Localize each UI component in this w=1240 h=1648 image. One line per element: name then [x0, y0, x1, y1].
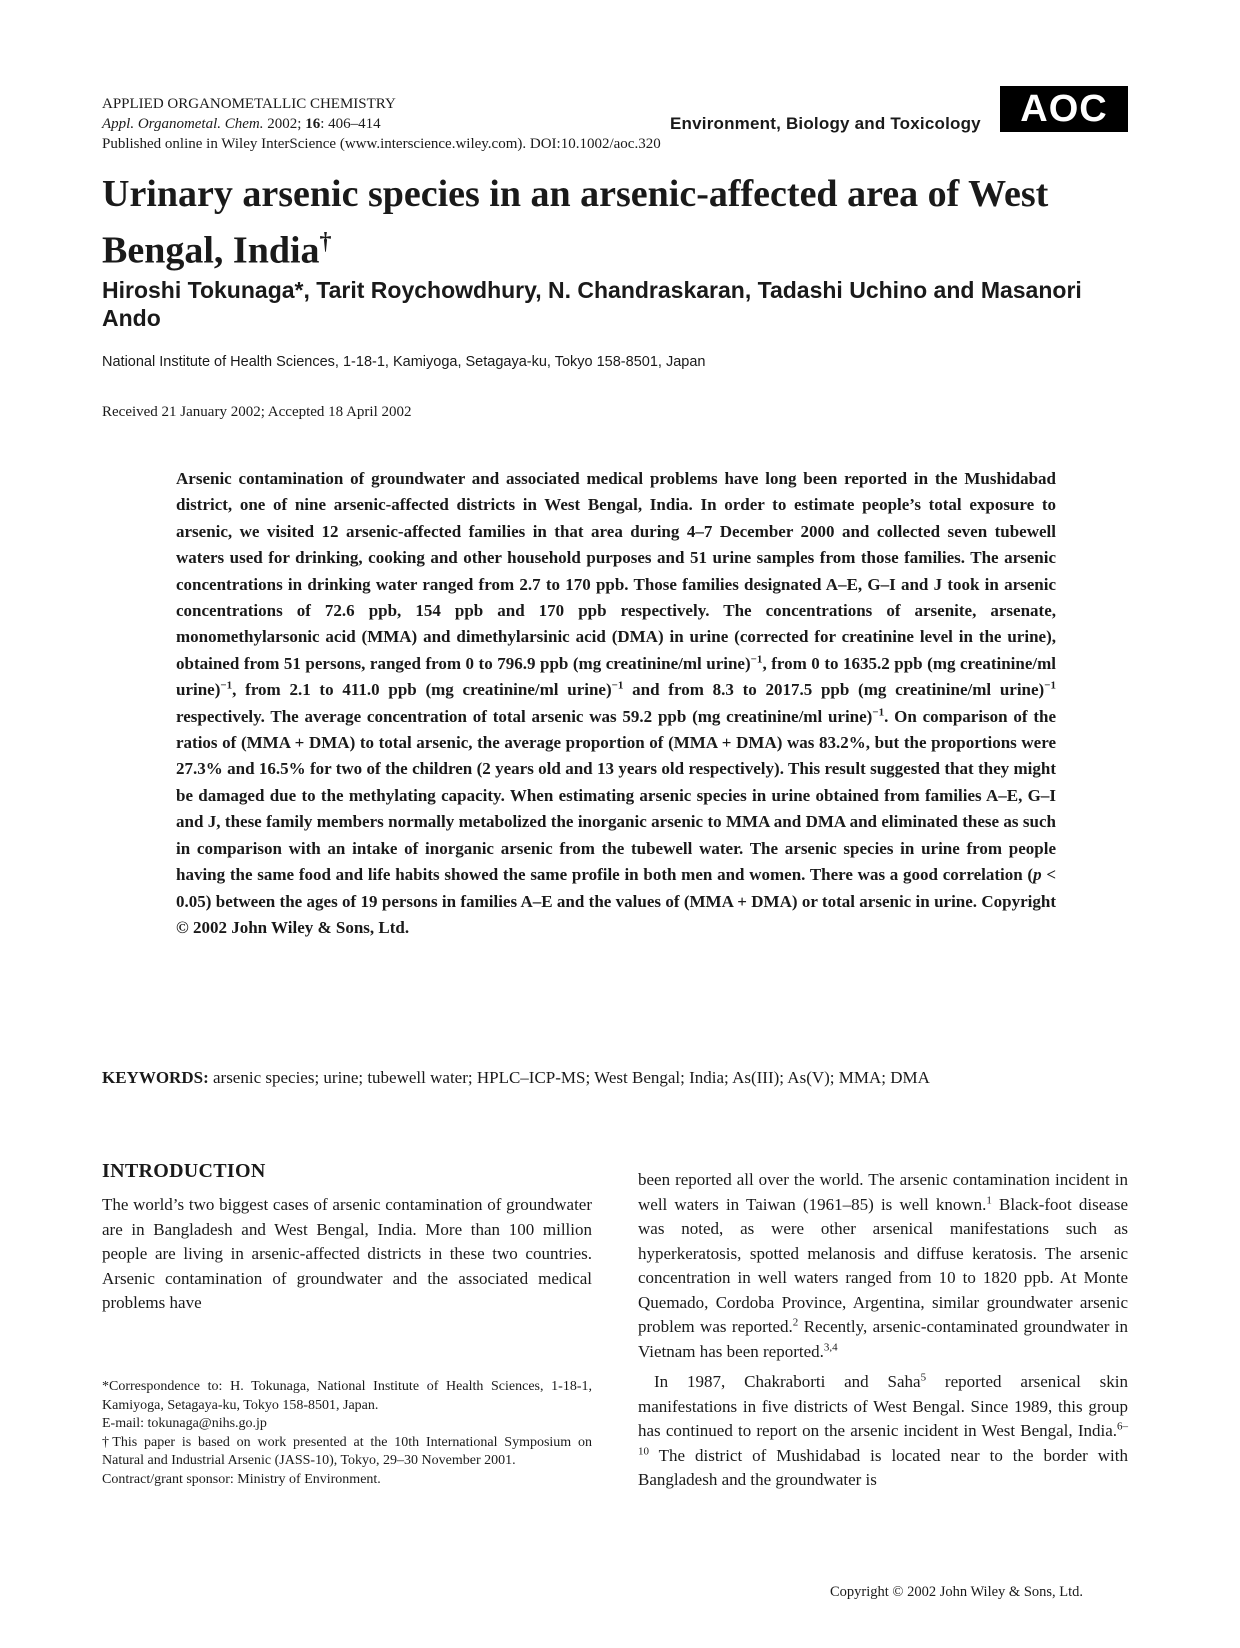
- footnote-grant: Contract/grant sponsor: Ministry of Environment.: [102, 1471, 381, 1487]
- received-dates: Received 21 January 2002; Accepted 18 April 2002: [102, 404, 412, 420]
- footnote-correspondence: *Correspondence to: H. Tokunaga, National Institute of Health Sciences, 1-18-1, Kamiyoga, Setagaya-ku, Tokyo 158-8501, Japan.: [102, 1379, 592, 1413]
- left-column: [102, 1160, 592, 1316]
- abstract: [176, 466, 1056, 941]
- exponent: −1: [1044, 679, 1056, 692]
- citation-volume: 16: [305, 116, 321, 132]
- intro-paragraph-continued: [638, 1168, 1128, 1364]
- abstract-text: and from 8.3 to 2017.5 ppb (mg creatinine/ml urine): [623, 680, 1045, 700]
- intro-paragraph-2: [638, 1370, 1128, 1493]
- citation-pages: : 406–414: [320, 116, 381, 132]
- body-text: been reported all over the world. The arsenic contamination incident in well waters in Taiwan (1961–85) is well known.: [638, 1170, 1128, 1214]
- right-column: [638, 1168, 1128, 1493]
- citation-journal: Appl. Organometal. Chem.: [102, 116, 264, 132]
- title-text: Urinary arsenic species in an arsenic-affected area of West Bengal, India: [102, 173, 1049, 272]
- citation-ref: 2: [792, 1316, 799, 1329]
- affiliation: National Institute of Health Sciences, 1-18-1, Kamiyoga, Setagaya-ku, Tokyo 158-8501, Japan: [102, 354, 706, 370]
- abstract-text: respectively. The average concentration of total arsenic was 59.2 ppb (mg creatinine/ml urine): [176, 706, 873, 726]
- citation-year: 2002;: [263, 116, 306, 132]
- citation-ref: 5: [920, 1371, 927, 1384]
- journal-header: [102, 94, 661, 154]
- keywords-label: KEYWORDS:: [102, 1068, 209, 1087]
- keywords-text: arsenic species; urine; tubewell water; HPLC–ICP-MS; West Bengal; India; As(III); As(V); MMA; DMA: [208, 1068, 930, 1087]
- page-footer-copyright: Copyright © 2002 John Wiley & Sons, Ltd.: [830, 1584, 1084, 1600]
- body-text: The district of Mushidabad is located near to the border with Bangladesh and the groundwater is: [638, 1445, 1128, 1489]
- keywords: [102, 1068, 930, 1088]
- title-dagger: †: [319, 229, 332, 255]
- footnotes: [102, 1378, 592, 1489]
- body-text: Black-foot disease was noted, as were other arsenical manifestations such as hyperkeratosis, spotted melanosis and diffuse keratosis. The arsenic concentration in well waters ranged from 10 to 1820 ppb. At Monte Quemado, Cordoba Province, Argentina, similar groundwater arsenic problem was reported.: [638, 1194, 1128, 1336]
- exponent: −1: [872, 706, 885, 718]
- article-title: [102, 170, 1142, 275]
- intro-paragraph: The world’s two biggest cases of arsenic contamination of groundwater are in Bangladesh and West Bengal, India. More than 100 million people are living in arsenic-affected districts in these two countries. Arsenic contamination of groundwater and the associated medical problems have: [102, 1195, 592, 1312]
- p-variable: p: [1033, 865, 1042, 885]
- abstract-text: Arsenic contamination of groundwater and associated medical problems have long been reported in the Mushidabad district, one of nine arsenic-affected districts in West Bengal, India. In order to estimate people’s total exposure to arsenic, we visited 12 arsenic-affected families in that area during 4–7 December 2000 and collected seven tubewell waters used for drinking, cooking and other household purposes and 51 urine samples from those families. The arsenic concentrations in drinking water ranged from 2.7 to 170 ppb. Those families designated A–E, G–I and J took in arsenic concentrations of 72.6 ppb, 154 ppb and 170 ppb respectively. The concentrations of arsenite, arsenate, monomethylarsonic acid (MMA) and dimethylarsinic acid (DMA) in urine (corrected for creatinine level in the urine), obtained from 51 persons, ranged from 0 to 796.9 ppb (mg creatinine/ml urine): [176, 469, 1056, 673]
- exponent: −1: [220, 679, 233, 692]
- body-text: reported arsenical skin manifestations in five districts of West Bengal. Since 1989, this group has continued to report on the arsenic incident in West Bengal, India.: [638, 1372, 1128, 1440]
- exponent: −1: [750, 653, 763, 666]
- body-text: Recently, arsenic-contaminated groundwater in Vietnam has been reported.: [638, 1317, 1128, 1361]
- body-text: In 1987, Chakraborti and Saha: [654, 1372, 921, 1391]
- exponent: −1: [611, 679, 624, 692]
- footnote-symposium: †This paper is based on work presented at the 10th International Symposium on Natural and Industrial Arsenic (JASS-10), Tokyo, 29–30 November 2001.: [102, 1434, 592, 1468]
- section-heading-introduction: INTRODUCTION: [102, 1160, 266, 1182]
- journal-logo: AOC: [1000, 86, 1128, 132]
- abstract-text: < 0.05) between the ages of 19 persons in families A–E and the values of (MMA + DMA) or total arsenic in urine. Copyright © 2002 John Wiley & Sons, Ltd.: [176, 865, 1056, 937]
- journal-name: APPLIED ORGANOMETALLIC CHEMISTRY: [102, 96, 396, 112]
- abstract-text: , from 2.1 to 411.0 ppb (mg creatinine/ml urine): [232, 680, 612, 700]
- journal-citation: [102, 114, 661, 134]
- published-online: Published online in Wiley InterScience (www.interscience.wiley.com). DOI:10.1002/aoc.320: [102, 136, 661, 152]
- abstract-text: , from 0 to 1635.2 ppb (mg creatinine/ml urine): [176, 653, 1056, 700]
- author-list: Hiroshi Tokunaga*, Tarit Roychowdhury, N. Chandraskaran, Tadashi Uchino and Masanori Ando: [102, 277, 1082, 331]
- abstract-text: . On comparison of the ratios of (MMA + DMA) to total arsenic, the average proportion of (MMA + DMA) was 83.2%, but the proportions were 27.3% and 16.5% for two of the children (2 years old and 13 years old respectively). This result suggested that they might be damaged due to the methylating capacity. When estimating arsenic species in urine obtained from families A–E, G–I and J, these family members normally metabolized the inorganic arsenic to MMA and DMA and eliminated these as such in comparison with an intake of inorganic arsenic from the tubewell water. The arsenic species in urine from people having the same food and life habits showed the same profile in both men and women. There was a good correlation (: [176, 706, 1056, 885]
- citation-ref: 1: [986, 1193, 992, 1206]
- footnote-email: E-mail: tokunaga@nihs.go.jp: [102, 1416, 267, 1431]
- citation-ref: 3,4: [823, 1340, 838, 1353]
- citation-ref: 6–10: [638, 1420, 1128, 1457]
- section-tag: Environment, Biology and Toxicology: [670, 114, 981, 133]
